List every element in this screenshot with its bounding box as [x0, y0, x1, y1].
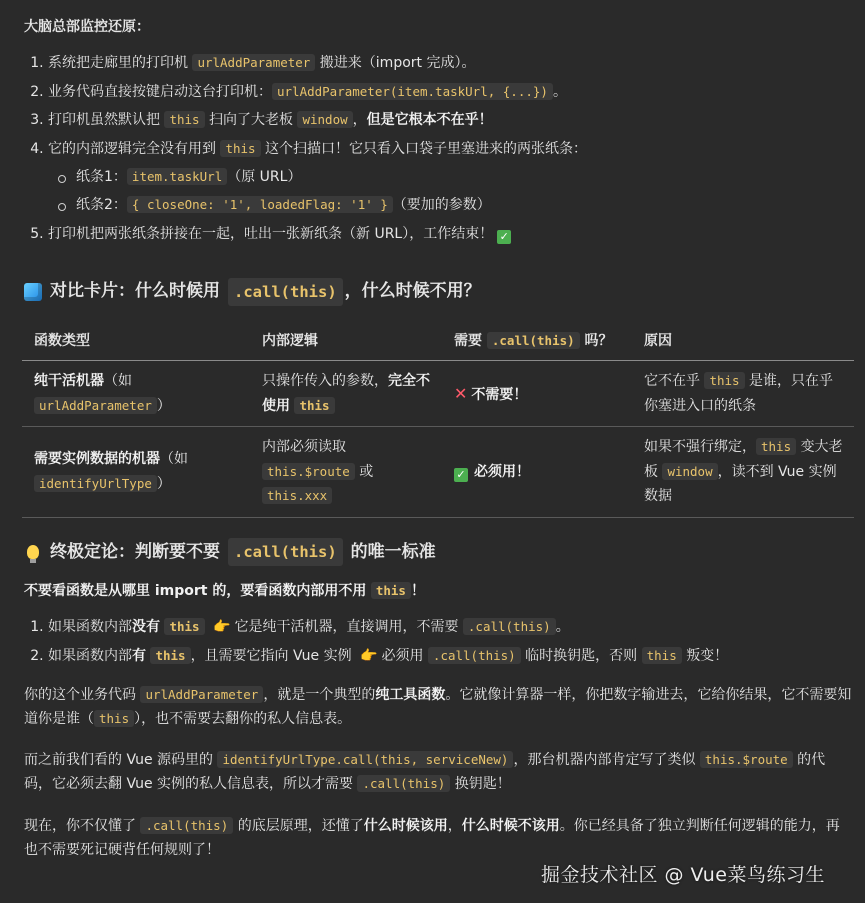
- cell-need: [442, 427, 632, 518]
- para-text: ，: [447, 818, 462, 835]
- paragraph-1: [24, 684, 853, 732]
- inline-code: this: [164, 111, 204, 128]
- inline-code: this: [150, 647, 190, 664]
- paragraph-3: [24, 815, 853, 863]
- cell-text: 或: [359, 463, 374, 480]
- para-text: 。你已经具备了独立判断任何逻辑的能力，再也不需要死记硬背任何规则了！: [24, 818, 840, 858]
- list-item: [48, 616, 853, 640]
- inline-code: this.xxx: [262, 487, 332, 504]
- step-text: 这个扫描口！它只看入口袋子里塞进来的两张纸条：: [265, 141, 588, 158]
- inline-code: this: [164, 618, 204, 635]
- inline-code: { closeOne: '1', loadedFlag: '1' }: [127, 196, 393, 213]
- cell-text: ）: [156, 475, 171, 492]
- inline-code: .call(this): [140, 817, 233, 834]
- inline-code: urlAddParameter: [192, 54, 315, 71]
- pointing-hand-icon: 👉: [213, 619, 231, 636]
- inline-code: .call(this): [487, 332, 580, 349]
- cell-reason: [632, 427, 854, 518]
- list-item: [48, 138, 853, 217]
- para-text: 现在，你不仅懂了: [24, 818, 136, 835]
- bold-text: 没有: [132, 619, 160, 636]
- inline-code: urlAddParameter: [140, 686, 263, 703]
- item-text: 它是纯干活机器，直接调用，不需要: [234, 619, 459, 636]
- paragraph-2: [24, 749, 853, 797]
- compare-heading: [24, 277, 853, 306]
- watermark: 掘金技术社区 @ Vue菜鸟练习生: [540, 863, 825, 886]
- heading-text: 对比卡片：什么时候用: [50, 281, 220, 302]
- inline-code: .call(this): [228, 538, 343, 566]
- bold-text: ！: [410, 583, 425, 600]
- step-text: 它的内部逻辑完全没有用到: [48, 141, 216, 158]
- list-item: [48, 81, 853, 105]
- header-reason: 原因: [632, 322, 854, 360]
- cell-logic: [250, 361, 442, 427]
- inline-code: window: [297, 111, 352, 128]
- steps-list: [24, 52, 853, 247]
- para-text: ，就是一个典型的: [263, 686, 376, 703]
- sub-list: [48, 166, 853, 218]
- bold-text: 纯工具函数: [375, 686, 446, 703]
- inline-code: this: [704, 372, 744, 389]
- para-text: ，那台机器内部肯定写了类似: [513, 752, 696, 769]
- comparison-table: [22, 322, 854, 517]
- cube-icon: [24, 283, 42, 301]
- step-text: ，: [352, 112, 367, 129]
- inline-code: urlAddParameter: [34, 397, 157, 414]
- step-text: 打印机把两张纸条拼接在一起，吐出一张新纸条（新 URL），工作结束！: [48, 225, 494, 242]
- item-text: 临时换钥匙，否则: [525, 648, 638, 665]
- bold-text: 但是它根本不在乎！: [366, 112, 493, 129]
- step-text: 。: [552, 83, 567, 100]
- check-icon: ✓: [454, 468, 468, 482]
- sub-label: 纸条1：: [76, 168, 127, 185]
- step-text: 业务代码直接按键启动这台打印机：: [48, 83, 272, 100]
- item-text: 。: [555, 619, 570, 636]
- sub-text: （要加的参数）: [392, 196, 491, 213]
- cell-need: [442, 361, 632, 427]
- bold-text: 纯干活机器: [34, 373, 104, 390]
- cell-text: ，读不到 Vue 实例数据: [644, 463, 837, 505]
- cell-text: 它不在乎: [644, 373, 700, 390]
- sub-list-item: [56, 194, 853, 218]
- header-text: 需要: [454, 333, 482, 350]
- inline-code: this: [94, 710, 134, 727]
- inline-code: this: [642, 647, 682, 664]
- bold-text: 必须用！: [474, 463, 530, 480]
- header-type: 函数类型: [22, 322, 250, 360]
- cell-text: （如: [104, 373, 132, 390]
- cell-text: 如果不强行绑定，: [644, 439, 756, 456]
- para-text: 而之前我们看的 Vue 源码里的: [24, 752, 214, 769]
- sub-list-item: [56, 166, 853, 190]
- table-header-row: [22, 322, 854, 360]
- inline-code: this.$route: [262, 463, 355, 480]
- inline-code: urlAddParameter(item.taskUrl, {...}): [272, 83, 553, 100]
- inline-code: identifyUrlType.call(this, serviceNew): [217, 751, 513, 768]
- inline-code: identifyUrlType: [34, 475, 157, 492]
- cell-text: 只操作传入的参数，: [262, 373, 388, 390]
- heading-text: 终极定论：判断要不要: [50, 541, 220, 562]
- bold-text: 不需要！: [471, 386, 528, 403]
- pointing-hand-icon: 👉: [360, 648, 378, 665]
- item-text: ，且需要它指向 Vue 实例: [190, 648, 352, 665]
- inline-code: .call(this): [428, 647, 521, 664]
- table-row: [22, 427, 854, 518]
- step-text: 系统把走廊里的打印机: [48, 54, 188, 71]
- cell-type: [22, 427, 250, 518]
- item-text: 如果函数内部: [48, 648, 132, 665]
- inline-code: .call(this): [463, 618, 556, 635]
- header-logic: 内部逻辑: [250, 322, 442, 360]
- item-text: 叛变！: [686, 648, 729, 665]
- item-text: 必须用: [381, 648, 424, 665]
- para-text: 的底层原理，还懂了: [237, 818, 364, 835]
- inline-code: item.taskUrl: [127, 168, 227, 185]
- para-text: ），也不需要去翻你的私人信息表。: [134, 710, 352, 727]
- header-need: [442, 322, 632, 360]
- inline-code: .call(this): [357, 775, 450, 792]
- cell-logic: [250, 427, 442, 518]
- bold-text: 不要看函数是从哪里 import 的，要看函数内部用不用: [24, 583, 367, 600]
- para-text: 。它就像计算器一样，你把数字输进去，它给你结果，它不需要知道你是谁（: [24, 686, 852, 727]
- bold-text: 需要实例数据的机器: [34, 451, 160, 468]
- bold-text: 什么时候不该用: [461, 818, 560, 835]
- sub-label: 纸条2：: [76, 196, 127, 213]
- cell-text: ）: [156, 397, 171, 414]
- sub-text: （原 URL）: [227, 168, 302, 185]
- cell-text: （如: [160, 451, 188, 468]
- inline-code: this.$route: [700, 751, 793, 768]
- list-item: [48, 223, 853, 247]
- lightbulb-icon: [27, 545, 39, 559]
- cell-text: 内部必须读取: [262, 439, 346, 456]
- table-row: [22, 361, 854, 427]
- cell-text: 是谁，只在乎你塞进入口的纸条: [644, 373, 834, 414]
- item-text: 如果函数内部: [48, 619, 132, 636]
- cell-reason: [632, 361, 854, 427]
- step-text: 搬进来（import 完成）。: [319, 54, 476, 71]
- check-icon: ✓: [497, 230, 511, 244]
- inline-code: .call(this): [228, 278, 343, 306]
- list-item: [48, 645, 853, 669]
- cross-icon: ✕: [454, 383, 468, 403]
- list-item: [48, 52, 853, 76]
- cell-text: 变大老板: [644, 439, 843, 480]
- conclusion-heading: [24, 538, 853, 567]
- intro-title: 大脑总部监控还原：: [24, 19, 150, 35]
- list-item: [48, 109, 853, 133]
- rule-line: [24, 580, 853, 604]
- header-text: 吗？: [584, 333, 613, 350]
- para-text: 你的这个业务代码: [24, 686, 136, 703]
- inline-code: this: [220, 140, 260, 157]
- para-text: 换钥匙！: [454, 776, 511, 793]
- inline-code: this: [756, 438, 796, 455]
- heading-text: ，什么时候不用？: [344, 281, 481, 302]
- inline-code: window: [662, 463, 717, 480]
- bold-text: 有: [132, 648, 146, 665]
- bold-text: 完全不使用: [262, 373, 430, 414]
- cell-type: [22, 361, 250, 427]
- inline-code: this: [371, 582, 411, 599]
- para-text: 的代码，它必须去翻 Vue 实例的私人信息表，所以才需要: [24, 752, 826, 793]
- step-text: 扫向了大老板: [209, 112, 294, 129]
- step-text: 打印机虽然默认把: [48, 112, 160, 129]
- conclusion-list: [24, 616, 853, 669]
- inline-code: this: [294, 397, 334, 414]
- heading-text: 的唯一标准: [350, 541, 436, 562]
- bold-text: 什么时候该用: [363, 818, 448, 835]
